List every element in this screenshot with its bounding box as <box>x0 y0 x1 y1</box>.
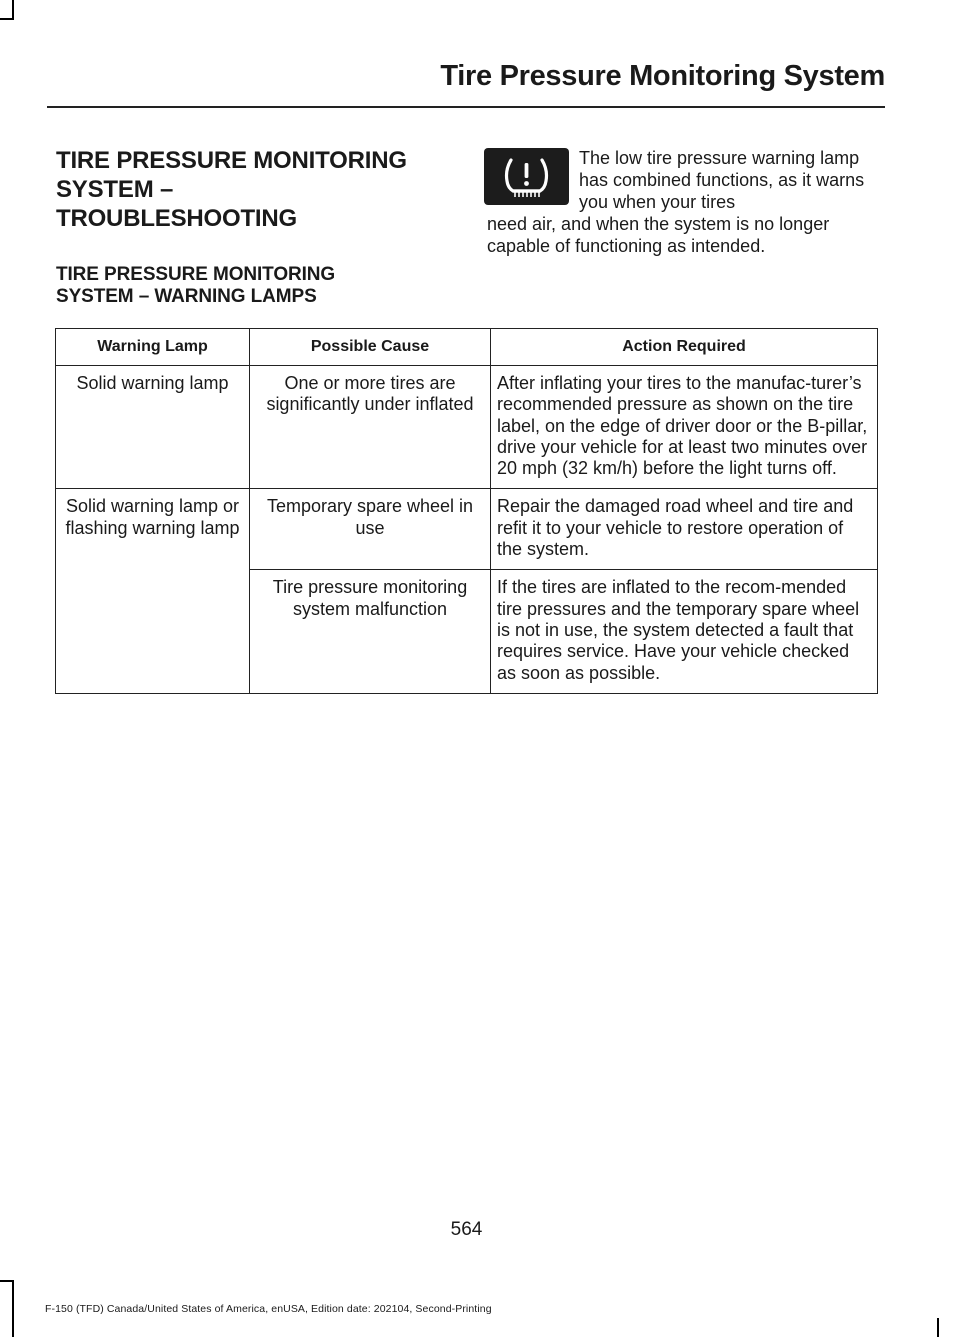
intro-paragraph <box>487 147 882 257</box>
warning-lamps-table <box>55 328 878 694</box>
section-title <box>56 146 466 233</box>
table-header-row <box>56 329 878 366</box>
crop-mark-bottom-left <box>12 1280 14 1337</box>
crop-mark-top-left-h <box>0 18 14 20</box>
section-title-line-3: TROUBLESHOOTING <box>56 205 297 232</box>
warning-lamp-cell: Solid warning lamp <box>56 366 250 489</box>
intro-lead-text: The low tire pressure warning lamp has combined functions, as it warns you when your tires <box>579 148 865 212</box>
column-header-possible-cause: Possible Cause <box>250 329 491 366</box>
section-title-line-2: SYSTEM – <box>56 176 174 203</box>
intro-rest-text: need air, and when the system is no longer capable of functioning as intended. <box>487 214 830 256</box>
footer-edition-text: F-150 (TFD) Canada/United States of America, enUSA, Edition date: 202104, Second-Printing <box>45 1303 492 1315</box>
action-required-cell: Repair the damaged road wheel and tire and refit it to your vehicle to restore operation of the system. <box>491 489 878 570</box>
crop-mark-top-left <box>12 0 14 18</box>
crop-mark-bottom-left-h <box>0 1280 14 1282</box>
page-number: 564 <box>450 1219 483 1240</box>
warning-lamp-cell: Solid warning lamp or flashing warning lamp <box>56 489 250 693</box>
subsection-title-line-1: TIRE PRESSURE MONITORING <box>56 264 336 285</box>
column-header-warning-lamp: Warning Lamp <box>56 329 250 366</box>
page-header-title: Tire Pressure Monitoring System <box>440 60 885 92</box>
possible-cause-cell: Tire pressure monitoring system malfunction <box>250 570 491 693</box>
action-required-cell: After inflating your tires to the manufac-turer’s recommended pressure as shown on the tire label, on the edge of driver door or the B-pillar, drive your vehicle for at least two minutes over 20 mph (32 km/h) before the light turns off. <box>491 366 878 489</box>
table-row <box>56 366 878 489</box>
table-row <box>56 489 878 570</box>
crop-mark-bottom-right <box>937 1318 939 1337</box>
subsection-title-line-2: SYSTEM – WARNING LAMPS <box>56 286 317 307</box>
subsection-title <box>56 264 466 308</box>
action-required-cell: If the tires are inflated to the recom-mended tire pressures and the temporary spare wheel is not in use, the system detected a fault that requires service. Have your vehicle checked as soon as possible. <box>491 570 878 693</box>
section-title-line-1: TIRE PRESSURE MONITORING <box>56 147 407 174</box>
header-divider <box>47 106 885 108</box>
possible-cause-cell: Temporary spare wheel in use <box>250 489 491 570</box>
possible-cause-cell: One or more tires are significantly under inflated <box>250 366 491 489</box>
column-header-action-required: Action Required <box>491 329 878 366</box>
